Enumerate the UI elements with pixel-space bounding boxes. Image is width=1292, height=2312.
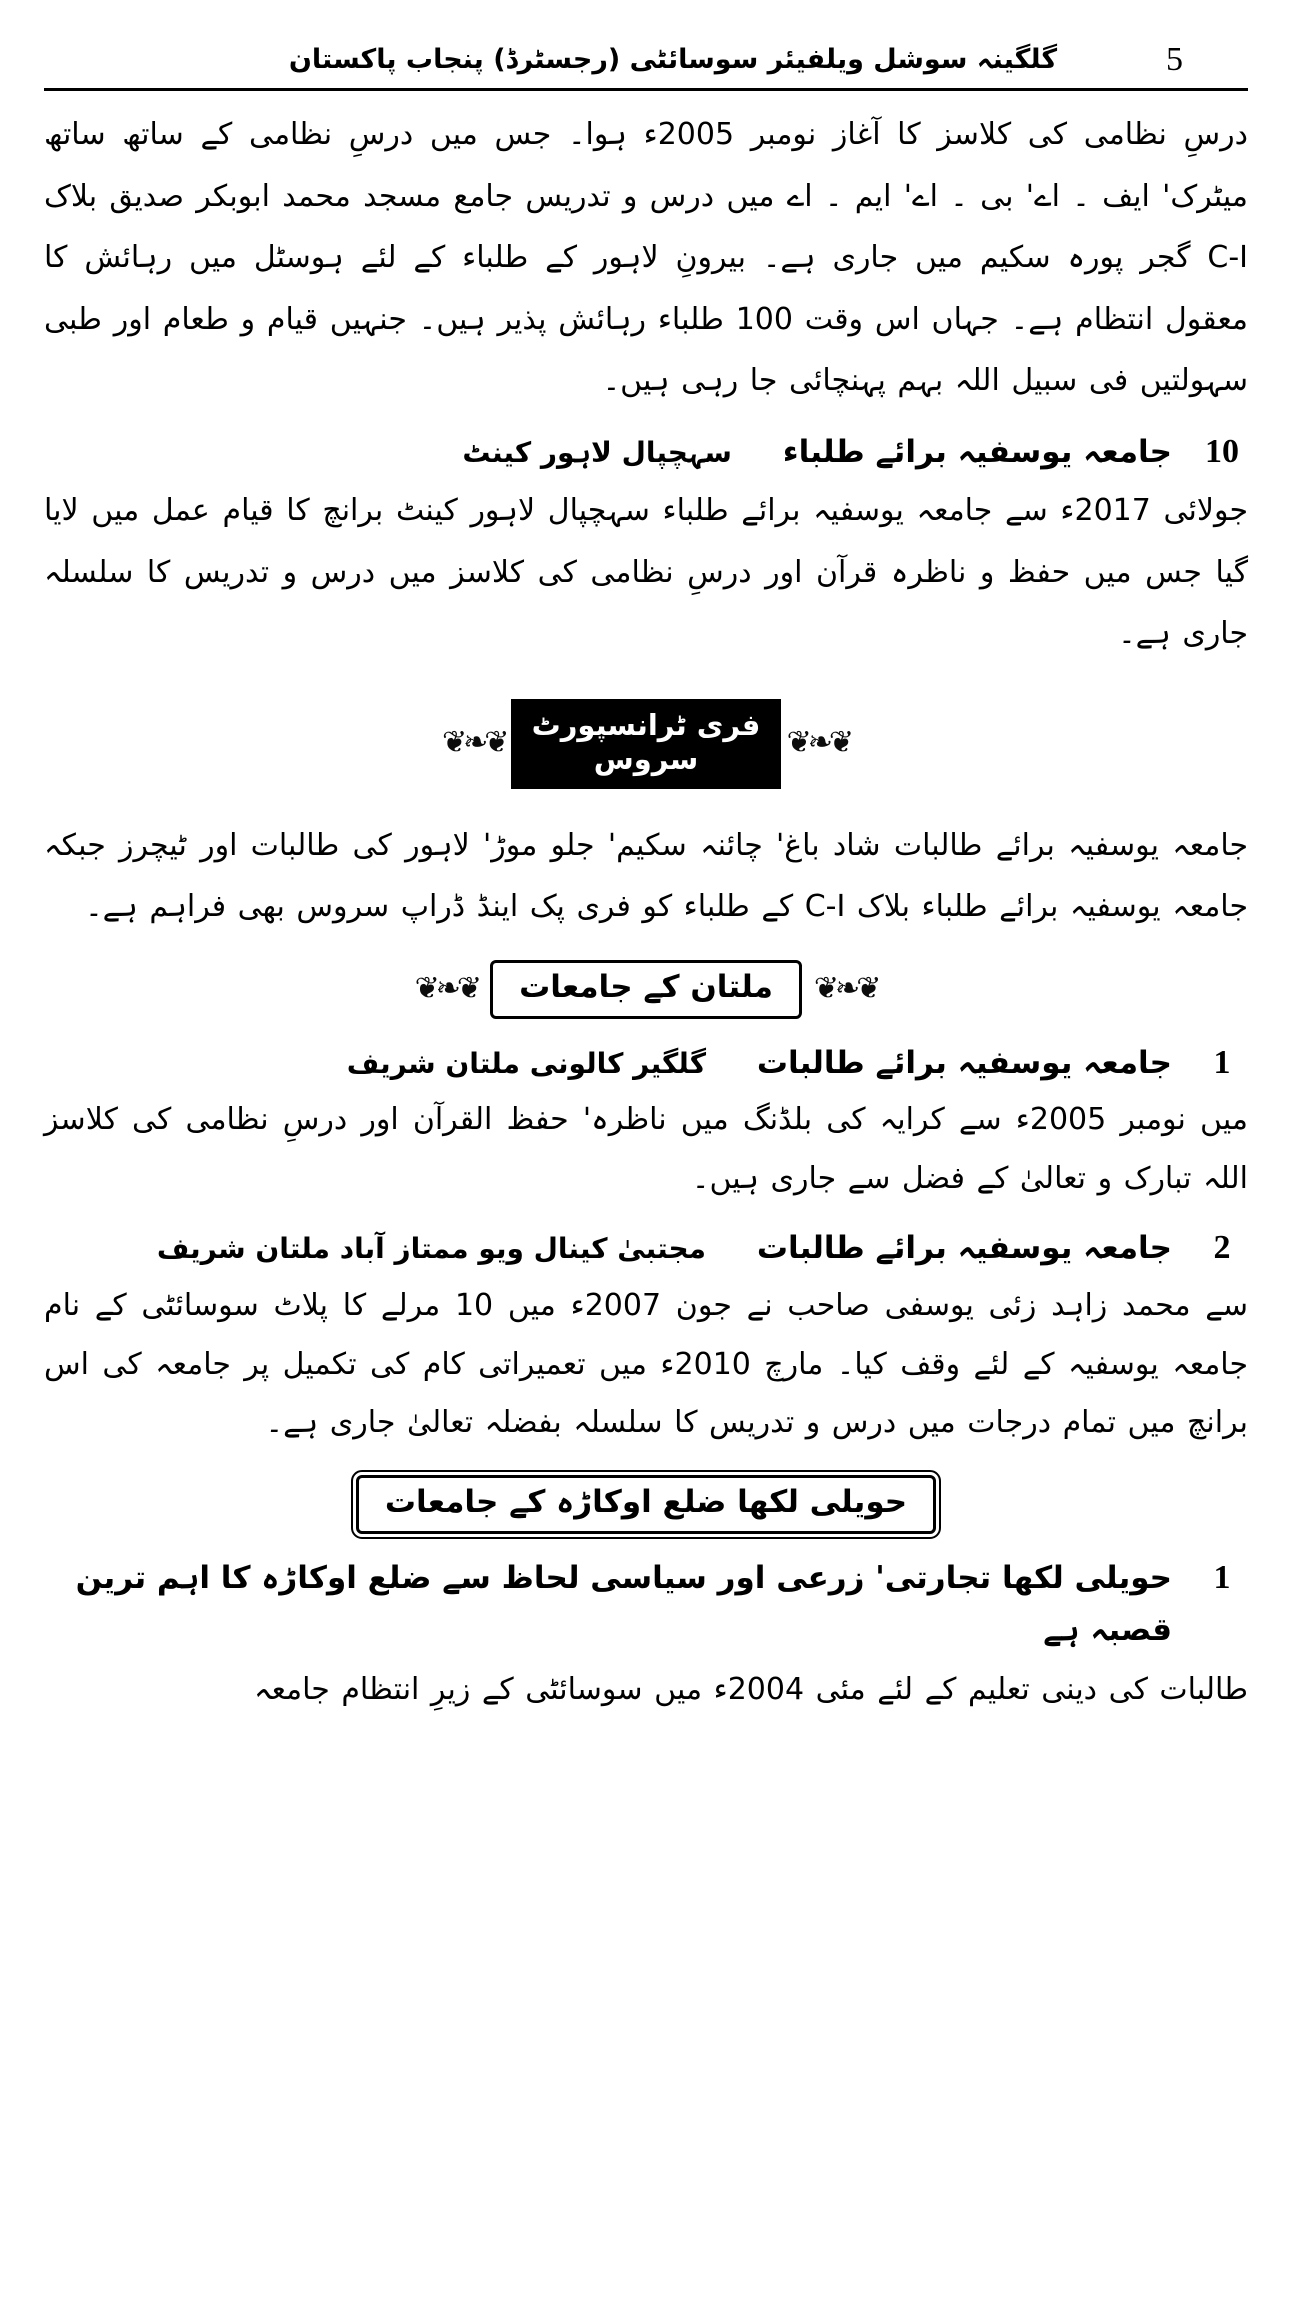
header-divider xyxy=(44,88,1248,91)
section-number: 10 xyxy=(1205,432,1239,470)
section-subtitle-m1: گلگیر کالونی ملتان شریف xyxy=(346,1046,707,1080)
paragraph-1: درسِ نظامی کی کلاسز کا آغاز نومبر 2005ء ہوا۔ جس میں درسِ نظامی کے ساتھ ساتھ میٹرک' ایف ۔ اے' بی ۔ اے' ایم ۔ اے میں درس و تدریس جامع مسجد محمد ابوبکر صدیق بلاک C-I گجر پورہ سکیم میں جاری ہے۔ بیرونِ لاہور کے طلباء کے لئے ہوسٹل میں رہائش کا معقول انتظام ہے۔ جہاں اس وقت 100 طلباء رہائش پذیر ہیں۔ جنہیں قیام و طعام اور طبی سہولتیں فی سبیل اللہ بہم پہنچائی جا رہی ہیں۔ xyxy=(44,117,1248,398)
paragraph-4: میں نومبر 2005ء سے کرایہ کی بلڈنگ میں ناظرہ' حفظ القرآن اور درسِ نظامی کی کلاسز اللہ تبارک و تعالیٰ کے فضل سے جاری ہیں۔ xyxy=(44,1102,1248,1196)
multan-heading-row xyxy=(44,960,1248,1019)
paragraph-6: طالبات کی دینی تعلیم کے لئے مئی 2004ء میں سوسائٹی کے زیرِ انتظام جامعہ xyxy=(253,1671,1248,1707)
page-header xyxy=(60,34,1232,86)
paragraph-5: سے محمد زاہد زئی یوسفی صاحب نے جون 2007ء میں 10 مرلے کا پلاٹ سوسائٹی کے نام جامعہ یوسفیہ کے لئے وقف کیا۔ مارچ 2010ء میں تعمیراتی کام کی تکمیل پر جامعہ کی اس برانچ میں تمام درجات میں درس و تدریس کا سلسلہ بفضلہ تعالیٰ جاری ہے۔ xyxy=(44,1288,1249,1441)
section-heading-haveli-1 xyxy=(44,1552,1248,1657)
boxed-heading-multan: ملتان کے جامعات xyxy=(490,960,802,1019)
section-number-m1: 1 xyxy=(1213,1043,1231,1081)
section-subtitle-m2: مجتبیٰ کینال ویو ممتاز آباد ملتان شریف xyxy=(156,1232,707,1266)
section-subtitle: سہچپال لاہور کینٹ xyxy=(462,435,732,469)
paragraph-2: جولائی 2017ء سے جامعہ یوسفیہ برائے طلباء سہچپال لاہور کینٹ برانچ کا قیام عمل میں لایا گیا جس میں حفظ و ناظرہ قرآن اور درسِ نظامی کی کلاسز میں درس و تدریس کا سلسلہ جاری ہے۔ xyxy=(44,493,1249,652)
section-heading-multan-1 xyxy=(44,1037,1248,1090)
flourish-left-icon: ❦❧❦ xyxy=(442,724,506,760)
section-title-m1-main: جامعہ یوسفیہ برائے طالبات xyxy=(756,1044,1172,1081)
haveli-heading-row xyxy=(44,1475,1248,1534)
section-title xyxy=(44,426,1172,479)
section-title-main: جامعہ یوسفیہ برائے طلباء xyxy=(782,433,1172,470)
section-heading-10 xyxy=(44,426,1248,479)
free-transport-banner: فری ٹرانسپورٹ سروس xyxy=(511,699,780,789)
flourish-left-icon-2: ❦❧❦ xyxy=(414,971,479,1007)
section-number-h1: 1 xyxy=(1213,1558,1231,1596)
flourish-right-icon: ❦❧❦ xyxy=(786,724,850,760)
section-number-m2: 2 xyxy=(1213,1229,1231,1267)
section-title-m2-main: جامعہ یوسفیہ برائے طالبات xyxy=(756,1230,1172,1267)
transport-banner-row xyxy=(436,681,856,805)
page-content xyxy=(44,104,1248,2302)
section-title-h1: حویلی لکھا تجارتی' زرعی اور سیاسی لحاظ سے ضلع اوکاڑہ کا اہم ترین قصبہ ہے xyxy=(75,1559,1172,1649)
section-title-m1 xyxy=(44,1037,1172,1090)
paragraph-3: جامعہ یوسفیہ برائے طالبات شاد باغ' چائنہ سکیم' جلو موڑ' لاہور کی طالبات اور ٹیچرز جبکہ جامعہ یوسفیہ برائے طلباء بلاک C-I کے طلباء کو فری پک اینڈ ڈراپ سروس بھی فراہم ہے۔ xyxy=(44,827,1248,925)
header-title: گلگینہ سوشل ویلفیئر سوسائٹی (رجسٹرڈ) پنجاب پاکستان xyxy=(288,43,1058,75)
section-title-m2 xyxy=(44,1222,1172,1275)
flourish-right-icon-2: ❦❧❦ xyxy=(813,971,878,1007)
boxed-heading-haveli: حویلی لکھا ضلع اوکاڑہ کے جامعات xyxy=(356,1475,936,1534)
page-number: 5 xyxy=(1166,41,1183,78)
section-heading-multan-2 xyxy=(44,1222,1248,1275)
